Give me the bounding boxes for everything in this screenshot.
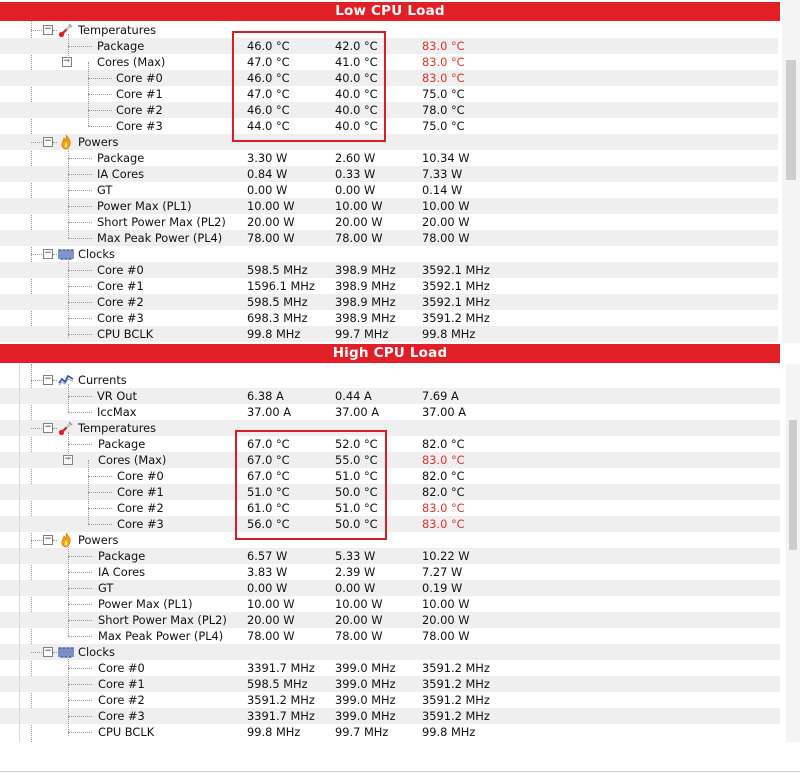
sensor-row	[0, 182, 778, 198]
value-current: 10.00 W	[247, 597, 295, 611]
sensor-row	[0, 86, 778, 102]
sensor-label: CPU BCLK	[98, 725, 155, 739]
sensor-row	[0, 452, 780, 468]
value-current: 78.00 W	[247, 629, 295, 643]
tree-connector	[68, 700, 92, 701]
value-min: 0.33 W	[335, 167, 376, 181]
value-max: 83.0 °C	[422, 55, 465, 69]
sensor-label: Package	[98, 437, 146, 451]
thermometer-icon	[58, 420, 74, 436]
sensor-label: Core #3	[97, 311, 144, 325]
clocks-group-header[interactable]	[0, 644, 780, 660]
temperatures-group-header[interactable]	[0, 420, 780, 436]
sensor-label: Package	[97, 151, 145, 165]
value-min: 399.0 MHz	[335, 677, 396, 691]
tree-connector	[68, 668, 92, 669]
value-max: 10.22 W	[422, 549, 470, 563]
sensor-row	[0, 692, 780, 708]
tree-connector	[68, 158, 92, 159]
sensor-label: IA Cores	[98, 565, 146, 579]
sensor-label: Core #1	[116, 87, 163, 101]
value-max: 78.00 W	[422, 629, 470, 643]
value-current: 598.5 MHz	[247, 295, 308, 309]
sensor-label: IccMax	[97, 405, 137, 419]
low-load-banner: Low CPU Load	[0, 2, 780, 21]
value-min: 2.60 W	[335, 151, 376, 165]
value-min: 40.0 °C	[335, 87, 378, 101]
value-max: 82.0 °C	[422, 485, 465, 499]
value-max: 37.00 A	[422, 405, 467, 419]
powers-collapse-toggle[interactable]: −	[44, 136, 52, 146]
sensor-label: Max Peak Power (PL4)	[97, 231, 223, 245]
tree-connector	[53, 652, 57, 653]
sensor-label: Core #0	[117, 469, 164, 483]
value-current: 0.00 W	[247, 581, 288, 595]
tree-connector	[53, 142, 57, 143]
current-wave-icon	[58, 372, 74, 388]
value-current: 698.3 MHz	[247, 311, 308, 325]
sensor-label: Power Max (PL1)	[97, 199, 192, 213]
tree-connector	[31, 254, 42, 255]
value-max: 82.0 °C	[422, 437, 465, 451]
high-load-banner: High CPU Load	[0, 344, 780, 363]
value-min: 398.9 MHz	[335, 295, 396, 309]
value-min: 399.0 MHz	[335, 709, 396, 723]
high-load-temperature-highlight	[235, 430, 387, 540]
value-max: 7.69 A	[422, 389, 459, 403]
sensor-label: Core #2	[116, 103, 163, 117]
value-max: 99.8 MHz	[422, 725, 476, 739]
sensor-label: CPU BCLK	[97, 327, 154, 341]
group-label: Currents	[78, 373, 127, 387]
tree-connector	[68, 684, 92, 685]
value-current: 6.38 A	[247, 389, 284, 403]
temperatures-collapse-toggle[interactable]: −	[44, 422, 52, 432]
sensor-row	[0, 70, 778, 86]
value-current: 56.0 °C	[247, 517, 290, 531]
value-min: 399.0 MHz	[335, 693, 396, 707]
sensor-label: Cores (Max)	[98, 453, 167, 467]
sensor-row	[0, 612, 780, 628]
sensor-row	[0, 310, 778, 326]
sensor-label: Core #1	[117, 485, 164, 499]
tree-connector	[31, 540, 42, 541]
currents-group-header[interactable]	[0, 372, 780, 388]
value-min: 2.39 W	[335, 565, 376, 579]
value-min: 10.00 W	[335, 199, 383, 213]
value-current: 99.8 MHz	[247, 327, 301, 341]
value-max: 75.0 °C	[422, 87, 465, 101]
value-max: 3591.2 MHz	[422, 693, 490, 707]
group-label: Powers	[78, 135, 119, 149]
low-load-temperature-highlight	[232, 31, 386, 142]
sensor-label: Core #2	[98, 693, 145, 707]
tree-connector	[68, 318, 92, 319]
value-current: 3391.7 MHz	[247, 709, 315, 723]
sensor-row	[0, 278, 778, 294]
value-max: 78.00 W	[422, 231, 470, 245]
panel-bottom-border	[0, 771, 800, 772]
value-current: 20.00 W	[247, 215, 295, 229]
sensor-label: Core #1	[98, 677, 145, 691]
sensor-label: Core #2	[97, 295, 144, 309]
sensor-label: Core #0	[98, 661, 145, 675]
sensor-label: Short Power Max (PL2)	[98, 613, 227, 627]
tree-connector	[31, 428, 42, 429]
sensor-row	[0, 102, 778, 118]
clocks-group-header[interactable]	[0, 246, 778, 262]
value-min: 0.44 A	[335, 389, 372, 403]
value-max: 83.0 °C	[422, 71, 465, 85]
panel-edge	[19, 364, 20, 742]
tree-branch	[88, 460, 89, 524]
sensor-label: Package	[98, 549, 146, 563]
tree-connector	[68, 334, 92, 335]
value-min: 40.0 °C	[335, 119, 378, 133]
tree-connector	[88, 524, 112, 525]
sensor-row	[0, 388, 780, 404]
value-current: 3591.2 MHz	[247, 693, 315, 707]
thermometer-icon	[58, 22, 74, 38]
value-current: 3.30 W	[247, 151, 288, 165]
clock-wave-icon	[58, 644, 74, 660]
value-current: 67.0 °C	[247, 453, 290, 467]
value-min: 398.9 MHz	[335, 263, 396, 277]
value-current: 3391.7 MHz	[247, 661, 315, 675]
value-min: 0.00 W	[335, 581, 376, 595]
sensor-row	[0, 660, 780, 676]
sensor-row	[0, 484, 780, 500]
value-current: 46.0 °C	[247, 71, 290, 85]
scrollbar-thumb[interactable]	[786, 60, 796, 180]
tree-branch	[68, 258, 69, 338]
value-current: 78.00 W	[247, 231, 295, 245]
sensor-row	[0, 516, 780, 532]
sensor-row	[0, 214, 778, 230]
value-max: 3591.2 MHz	[422, 661, 490, 675]
sensor-label: Core #2	[117, 501, 164, 515]
scrollbar-thumb[interactable]	[789, 420, 797, 550]
tree-connector	[68, 716, 92, 717]
currents-collapse-toggle[interactable]: −	[44, 374, 52, 384]
tree-branch	[68, 432, 69, 460]
value-max: 3592.1 MHz	[422, 263, 490, 277]
sensor-label: Core #3	[98, 709, 145, 723]
group-label: Temperatures	[78, 421, 157, 435]
value-max: 83.0 °C	[422, 453, 465, 467]
value-max: 83.0 °C	[422, 39, 465, 53]
sensor-row	[0, 404, 780, 420]
value-min: 78.00 W	[335, 231, 383, 245]
sensor-label: Core #3	[116, 119, 163, 133]
value-current: 67.0 °C	[247, 469, 290, 483]
powers-group-header[interactable]	[0, 532, 780, 548]
cores-max-collapse-toggle[interactable]: −	[64, 454, 72, 464]
powers-group-header[interactable]	[0, 134, 778, 150]
temperatures-collapse-toggle[interactable]: −	[44, 24, 52, 34]
sensor-row	[0, 294, 778, 310]
value-current: 598.5 MHz	[247, 263, 308, 277]
sensor-row	[0, 54, 778, 70]
value-max: 82.0 °C	[422, 469, 465, 483]
tree-connector	[68, 572, 92, 573]
sensor-row	[0, 198, 778, 214]
tree-connector	[68, 620, 92, 621]
tree-connector	[68, 302, 92, 303]
group-label: Clocks	[78, 645, 115, 659]
value-max: 0.14 W	[422, 183, 463, 197]
value-max: 20.00 W	[422, 215, 470, 229]
tree-branch	[68, 34, 69, 62]
sensor-row	[0, 676, 780, 692]
tree-branch	[88, 62, 89, 126]
value-min: 10.00 W	[335, 597, 383, 611]
tree-connector	[68, 556, 92, 557]
value-current: 1596.1 MHz	[247, 279, 315, 293]
value-max: 83.0 °C	[422, 501, 465, 515]
value-min: 51.0 °C	[335, 501, 378, 515]
sensor-row	[0, 262, 778, 278]
sensor-label: Package	[97, 39, 145, 53]
group-label: Clocks	[78, 247, 115, 261]
sensor-label: Core #0	[97, 263, 144, 277]
tree-connector	[88, 508, 112, 509]
tree-connector	[53, 540, 57, 541]
tree-connector	[68, 636, 92, 637]
value-max: 3591.2 MHz	[422, 709, 490, 723]
sensor-label: Core #3	[117, 517, 164, 531]
tree-connector	[88, 492, 112, 493]
tree-connector	[68, 238, 92, 239]
tree-connector	[68, 444, 92, 445]
value-current: 47.0 °C	[247, 87, 290, 101]
sensor-row	[0, 150, 778, 166]
value-min: 37.00 A	[335, 405, 380, 419]
value-min: 99.7 MHz	[335, 725, 389, 739]
value-max: 7.27 W	[422, 565, 463, 579]
value-min: 51.0 °C	[335, 469, 378, 483]
tree-branch	[68, 544, 69, 636]
sensor-row	[0, 548, 780, 564]
value-current: 598.5 MHz	[247, 677, 308, 691]
value-min: 40.0 °C	[335, 103, 378, 117]
tree-connector	[88, 78, 112, 79]
value-min: 42.0 °C	[335, 39, 378, 53]
tree-connector	[68, 190, 92, 191]
value-min: 5.33 W	[335, 549, 376, 563]
sensor-label: Cores (Max)	[97, 55, 166, 69]
tree-connector	[68, 604, 92, 605]
tree-connector	[68, 286, 92, 287]
tree-connector	[88, 110, 112, 111]
tree-branch	[68, 384, 69, 412]
tree-connector	[53, 380, 57, 381]
value-max: 75.0 °C	[422, 119, 465, 133]
value-max: 3591.2 MHz	[422, 677, 490, 691]
value-current: 6.57 W	[247, 549, 288, 563]
sensor-label: Short Power Max (PL2)	[97, 215, 226, 229]
sensor-label: Power Max (PL1)	[98, 597, 193, 611]
value-current: 61.0 °C	[247, 501, 290, 515]
value-max: 7.33 W	[422, 167, 463, 181]
tree-connector	[31, 30, 42, 31]
value-current: 0.00 W	[247, 183, 288, 197]
value-current: 44.0 °C	[247, 119, 290, 133]
tree-connector	[68, 412, 92, 413]
value-min: 20.00 W	[335, 215, 383, 229]
sensor-label: VR Out	[97, 389, 137, 403]
sensor-row	[0, 166, 778, 182]
value-current: 99.8 MHz	[247, 725, 301, 739]
value-max: 0.19 W	[422, 581, 463, 595]
tree-connector	[53, 30, 57, 31]
value-max: 99.8 MHz	[422, 327, 476, 341]
value-max: 20.00 W	[422, 613, 470, 627]
flame-icon	[58, 134, 74, 150]
value-min: 398.9 MHz	[335, 311, 396, 325]
value-min: 52.0 °C	[335, 437, 378, 451]
clocks-collapse-toggle[interactable]: −	[44, 248, 52, 258]
tree-connector	[68, 270, 92, 271]
value-min: 398.9 MHz	[335, 279, 396, 293]
tree-connector	[68, 46, 92, 47]
sensor-row	[0, 564, 780, 580]
value-min: 50.0 °C	[335, 485, 378, 499]
value-max: 3591.2 MHz	[422, 311, 490, 325]
sensor-row	[0, 580, 780, 596]
tree-connector	[31, 380, 42, 381]
sensor-label: IA Cores	[97, 167, 145, 181]
value-min: 78.00 W	[335, 629, 383, 643]
clock-wave-icon	[58, 246, 74, 262]
tree-branch	[68, 146, 69, 238]
value-max: 10.00 W	[422, 597, 470, 611]
value-max: 3592.1 MHz	[422, 295, 490, 309]
tree-connector	[53, 254, 57, 255]
tree-connector	[88, 476, 112, 477]
tree-connector	[31, 652, 42, 653]
value-min: 20.00 W	[335, 613, 383, 627]
value-min: 99.7 MHz	[335, 327, 389, 341]
tree-branch	[68, 656, 69, 736]
tree-connector	[53, 428, 57, 429]
sensor-label: GT	[97, 183, 113, 197]
value-min: 0.00 W	[335, 183, 376, 197]
value-max: 83.0 °C	[422, 517, 465, 531]
sensor-row	[0, 38, 778, 54]
value-min: 41.0 °C	[335, 55, 378, 69]
value-min: 50.0 °C	[335, 517, 378, 531]
sensor-row	[0, 596, 780, 612]
tree-connector	[88, 126, 112, 127]
value-current: 67.0 °C	[247, 437, 290, 451]
tree-connector	[68, 588, 92, 589]
sensor-label: Max Peak Power (PL4)	[98, 629, 224, 643]
tree-connector	[68, 206, 92, 207]
value-current: 3.83 W	[247, 565, 288, 579]
tree-connector	[88, 94, 112, 95]
sensor-row	[0, 500, 780, 516]
value-current: 0.84 W	[247, 167, 288, 181]
sensor-row	[0, 436, 780, 452]
sensor-row	[0, 468, 780, 484]
tree-connector	[31, 142, 42, 143]
value-current: 46.0 °C	[247, 39, 290, 53]
value-max: 10.34 W	[422, 151, 470, 165]
sensor-row	[0, 118, 778, 134]
sensor-row	[0, 326, 778, 342]
value-current: 51.0 °C	[247, 485, 290, 499]
sensor-row	[0, 708, 780, 724]
value-current: 47.0 °C	[247, 55, 290, 69]
sensor-row	[0, 628, 780, 644]
group-label: Powers	[78, 533, 119, 547]
value-max: 10.00 W	[422, 199, 470, 213]
sensor-row	[0, 724, 780, 740]
flame-icon	[58, 532, 74, 548]
sensor-label: Core #1	[97, 279, 144, 293]
group-label: Temperatures	[78, 23, 157, 37]
value-current: 46.0 °C	[247, 103, 290, 117]
powers-collapse-toggle[interactable]: −	[44, 534, 52, 544]
tree-connector	[68, 396, 92, 397]
value-min: 55.0 °C	[335, 453, 378, 467]
value-min: 40.0 °C	[335, 71, 378, 85]
clocks-collapse-toggle[interactable]: −	[44, 646, 52, 656]
value-min: 399.0 MHz	[335, 661, 396, 675]
value-current: 10.00 W	[247, 199, 295, 213]
value-current: 20.00 W	[247, 613, 295, 627]
sensor-row	[0, 230, 778, 246]
sensor-label: Core #0	[116, 71, 163, 85]
sensor-label: GT	[98, 581, 114, 595]
value-max: 3592.1 MHz	[422, 279, 490, 293]
cores-max-collapse-toggle[interactable]: −	[63, 56, 71, 66]
tree-connector	[68, 732, 92, 733]
tree-connector	[68, 222, 92, 223]
tree-connector	[68, 174, 92, 175]
temperatures-group-header[interactable]	[0, 22, 778, 38]
value-max: 78.0 °C	[422, 103, 465, 117]
value-current: 37.00 A	[247, 405, 292, 419]
